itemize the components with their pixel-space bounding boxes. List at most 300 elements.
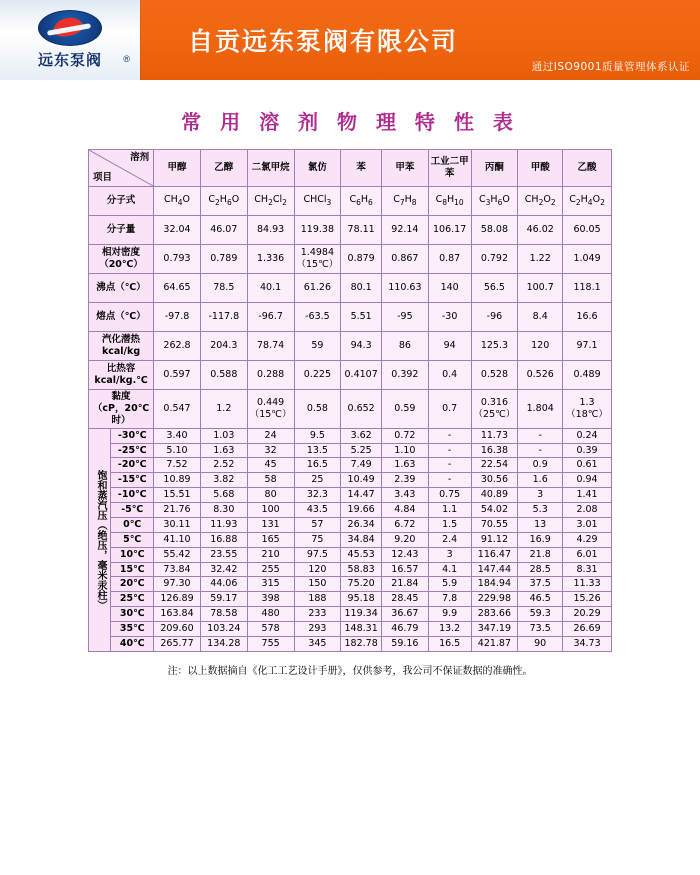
table-cell: 26.69 xyxy=(563,622,612,637)
table-cell: 32.42 xyxy=(200,562,247,577)
table-cell: 13.5 xyxy=(294,443,341,458)
table-cell: - xyxy=(518,443,563,458)
table-cell: 119.38 xyxy=(294,216,341,245)
table-cell: - xyxy=(428,428,471,443)
table-cell: 84.93 xyxy=(247,216,294,245)
table-cell: - xyxy=(428,473,471,488)
table-cell: 3.43 xyxy=(381,488,428,503)
table-cell: 0.652 xyxy=(341,390,382,429)
table-cell: 9.20 xyxy=(381,532,428,547)
table-cell: 20.29 xyxy=(563,607,612,622)
table-cell: 1.804 xyxy=(518,390,563,429)
table-cell: 57 xyxy=(294,517,341,532)
table-cell: 44.06 xyxy=(200,577,247,592)
table-cell: 1.63 xyxy=(381,458,428,473)
table-cell: 32.04 xyxy=(154,216,201,245)
table-cell: 0.789 xyxy=(200,245,247,274)
table-cell: 209.60 xyxy=(154,622,201,637)
row-header: 相对密度 （20℃） xyxy=(89,245,154,274)
table-cell: - xyxy=(518,428,563,443)
table-cell: 0.58 xyxy=(294,390,341,429)
table-row xyxy=(89,488,612,503)
table-row xyxy=(89,245,612,274)
temperature-cell: 5℃ xyxy=(111,532,154,547)
row-header: 黏度 （cP，20℃时） xyxy=(89,390,154,429)
vapor-pressure-group-label: 饱和蒸汽压（绝压，毫米汞柱） xyxy=(89,428,111,651)
table-cell: 262.8 xyxy=(154,332,201,361)
temperature-cell: -5℃ xyxy=(111,503,154,518)
table-cell: 97.1 xyxy=(563,332,612,361)
temperature-cell: -25℃ xyxy=(111,443,154,458)
table-cell: 1.41 xyxy=(563,488,612,503)
table-cell: 22.54 xyxy=(471,458,518,473)
table-cell: 347.19 xyxy=(471,622,518,637)
col-header-chloroform: 氯仿 xyxy=(294,150,341,187)
table-cell: 265.77 xyxy=(154,636,201,651)
table-row xyxy=(89,607,612,622)
table-cell: 0.489 xyxy=(563,361,612,390)
table-cell: 1.049 xyxy=(563,245,612,274)
table-cell: 54.02 xyxy=(471,503,518,518)
table-cell: 0.94 xyxy=(563,473,612,488)
temperature-cell: 40℃ xyxy=(111,636,154,651)
solvent-properties-table xyxy=(88,149,612,652)
table-cell: 1.4984 （15℃） xyxy=(294,245,341,274)
corner-label-solvent: 溶剂 xyxy=(130,152,150,163)
table-cell: 80.1 xyxy=(341,274,382,303)
table-cell: $C_8H_{10}$ xyxy=(428,187,471,216)
table-cell: 80 xyxy=(247,488,294,503)
table-cell: 210 xyxy=(247,547,294,562)
table-cell: 8.31 xyxy=(563,562,612,577)
temperature-cell: 25℃ xyxy=(111,592,154,607)
table-row xyxy=(89,458,612,473)
table-cell: 60.05 xyxy=(563,216,612,245)
header-divider xyxy=(0,80,700,86)
table-cell: 37.5 xyxy=(518,577,563,592)
table-cell: 61.26 xyxy=(294,274,341,303)
table-corner-header xyxy=(89,150,154,187)
table-cell: 46.79 xyxy=(381,622,428,637)
table-cell: 100 xyxy=(247,503,294,518)
table-cell: 16.38 xyxy=(471,443,518,458)
table-cell: 95.18 xyxy=(341,592,382,607)
table-cell: 91.12 xyxy=(471,532,518,547)
col-header-acetic-acid: 乙酸 xyxy=(563,150,612,187)
table-cell: 46.07 xyxy=(200,216,247,245)
table-cell: 92.14 xyxy=(381,216,428,245)
row-header: 比热容 kcal/kg.℃ xyxy=(89,361,154,390)
table-cell: 5.25 xyxy=(341,443,382,458)
table-cell: 11.93 xyxy=(200,517,247,532)
table-cell: 59.17 xyxy=(200,592,247,607)
table-cell: 0.867 xyxy=(381,245,428,274)
table-cell: 4.29 xyxy=(563,532,612,547)
table-cell: 5.9 xyxy=(428,577,471,592)
table-cell: 165 xyxy=(247,532,294,547)
row-header: 熔点（℃） xyxy=(89,303,154,332)
table-row xyxy=(89,622,612,637)
table-cell: 15.26 xyxy=(563,592,612,607)
table-cell: 100.7 xyxy=(518,274,563,303)
table-cell: 55.42 xyxy=(154,547,201,562)
col-header-formic-acid: 甲酸 xyxy=(518,150,563,187)
table-cell: 14.47 xyxy=(341,488,382,503)
table-cell: 19.66 xyxy=(341,503,382,518)
table-row xyxy=(89,390,612,429)
table-cell: 73.84 xyxy=(154,562,201,577)
table-cell: 184.94 xyxy=(471,577,518,592)
table-cell: 1.03 xyxy=(200,428,247,443)
table-row xyxy=(89,274,612,303)
temperature-cell: 30℃ xyxy=(111,607,154,622)
col-header-methanol: 甲醇 xyxy=(154,150,201,187)
table-cell: 16.5 xyxy=(428,636,471,651)
table-cell: 28.5 xyxy=(518,562,563,577)
table-cell: 3.62 xyxy=(341,428,382,443)
table-cell: 578 xyxy=(247,622,294,637)
table-cell: 0.588 xyxy=(200,361,247,390)
table-cell: 0.316 （25℃） xyxy=(471,390,518,429)
table-cell: 78.58 xyxy=(200,607,247,622)
table-cell: 1.1 xyxy=(428,503,471,518)
table-cell: 90 xyxy=(518,636,563,651)
table-cell: 21.8 xyxy=(518,547,563,562)
table-cell: 1.22 xyxy=(518,245,563,274)
table-cell: 40.89 xyxy=(471,488,518,503)
table-row xyxy=(89,443,612,458)
table-cell: 147.44 xyxy=(471,562,518,577)
table-cell: 182.78 xyxy=(341,636,382,651)
table-cell: $CH_2O_2$ xyxy=(518,187,563,216)
table-cell: 78.74 xyxy=(247,332,294,361)
page-title: 常 用 溶 剂 物 理 特 性 表 xyxy=(181,110,519,134)
table-row xyxy=(89,636,612,651)
table-cell: 229.98 xyxy=(471,592,518,607)
table-row xyxy=(89,361,612,390)
table-cell: 75.20 xyxy=(341,577,382,592)
table-cell: 16.5 xyxy=(294,458,341,473)
table-cell: 78.11 xyxy=(341,216,382,245)
table-cell: 97.5 xyxy=(294,547,341,562)
table-cell: -97.8 xyxy=(154,303,201,332)
table-cell: -30 xyxy=(428,303,471,332)
table-cell: 2.4 xyxy=(428,532,471,547)
table-cell: 26.34 xyxy=(341,517,382,532)
corner-label-item: 项目 xyxy=(93,172,113,184)
table-cell: 0.597 xyxy=(154,361,201,390)
row-header: 分子式 xyxy=(89,187,154,216)
col-header-benzene: 苯 xyxy=(341,150,382,187)
table-cell: $C_3H_6O$ xyxy=(471,187,518,216)
table-cell: 28.45 xyxy=(381,592,428,607)
table-row xyxy=(89,332,612,361)
table-cell: $C_2H_4O_2$ xyxy=(563,187,612,216)
table-cell: 0.449 （15℃） xyxy=(247,390,294,429)
table-cell: 2.52 xyxy=(200,458,247,473)
col-header-acetone: 丙酮 xyxy=(471,150,518,187)
table-cell: 0.75 xyxy=(428,488,471,503)
temperature-cell: -15℃ xyxy=(111,473,154,488)
table-cell: 11.73 xyxy=(471,428,518,443)
table-cell: 150 xyxy=(294,577,341,592)
table-cell: 0.528 xyxy=(471,361,518,390)
table-cell: 120 xyxy=(518,332,563,361)
table-cell: 5.3 xyxy=(518,503,563,518)
table-cell: 755 xyxy=(247,636,294,651)
table-cell: 36.67 xyxy=(381,607,428,622)
table-cell: 163.84 xyxy=(154,607,201,622)
temperature-cell: -30℃ xyxy=(111,428,154,443)
table-header-row xyxy=(89,150,612,187)
table-cell: 3.01 xyxy=(563,517,612,532)
table-cell: 4.84 xyxy=(381,503,428,518)
table-cell: 7.49 xyxy=(341,458,382,473)
table-cell: 0.24 xyxy=(563,428,612,443)
table-cell: 12.43 xyxy=(381,547,428,562)
table-cell: 5.51 xyxy=(341,303,382,332)
table-cell: 30.11 xyxy=(154,517,201,532)
table-cell: 140 xyxy=(428,274,471,303)
table-cell: 10.89 xyxy=(154,473,201,488)
table-row xyxy=(89,577,612,592)
table-cell: 24 xyxy=(247,428,294,443)
table-row xyxy=(89,532,612,547)
table-cell: 32.3 xyxy=(294,488,341,503)
table-cell: 0.879 xyxy=(341,245,382,274)
table-cell: 8.30 xyxy=(200,503,247,518)
table-cell: 34.84 xyxy=(341,532,382,547)
solvent-properties-table-wrap xyxy=(0,149,700,652)
table-cell: 188 xyxy=(294,592,341,607)
table-row xyxy=(89,517,612,532)
table-cell: 13 xyxy=(518,517,563,532)
table-cell: 119.34 xyxy=(341,607,382,622)
table-cell: 25 xyxy=(294,473,341,488)
table-cell: 3 xyxy=(428,547,471,562)
row-header: 汽化潜热 kcal/kg xyxy=(89,332,154,361)
table-cell: 345 xyxy=(294,636,341,651)
table-cell: 56.5 xyxy=(471,274,518,303)
table-cell: 34.73 xyxy=(563,636,612,651)
table-cell: 8.4 xyxy=(518,303,563,332)
table-cell: 64.65 xyxy=(154,274,201,303)
table-cell: 40.1 xyxy=(247,274,294,303)
table-cell: $C_7H_8$ xyxy=(381,187,428,216)
table-cell: 106.17 xyxy=(428,216,471,245)
table-cell: 45.53 xyxy=(341,547,382,562)
table-cell: 398 xyxy=(247,592,294,607)
table-cell: 70.55 xyxy=(471,517,518,532)
table-cell: 134.28 xyxy=(200,636,247,651)
table-cell: -95 xyxy=(381,303,428,332)
table-cell: 148.31 xyxy=(341,622,382,637)
table-cell: 0.793 xyxy=(154,245,201,274)
table-cell: CHCl$_3$ xyxy=(294,187,341,216)
table-cell: 110.63 xyxy=(381,274,428,303)
company-logo xyxy=(0,0,140,80)
table-cell: 75 xyxy=(294,532,341,547)
table-cell: 293 xyxy=(294,622,341,637)
table-cell: $C_6H_6$ xyxy=(341,187,382,216)
table-cell: 6.01 xyxy=(563,547,612,562)
table-cell: 283.66 xyxy=(471,607,518,622)
table-cell: 58 xyxy=(247,473,294,488)
temperature-cell: 0℃ xyxy=(111,517,154,532)
table-cell: 2.08 xyxy=(563,503,612,518)
table-cell: 78.5 xyxy=(200,274,247,303)
table-cell: -117.8 xyxy=(200,303,247,332)
table-cell: 59.16 xyxy=(381,636,428,651)
table-cell: -63.5 xyxy=(294,303,341,332)
row-header: 分子量 xyxy=(89,216,154,245)
logo-text: 远东泵阀 xyxy=(37,51,102,69)
table-row xyxy=(89,428,612,443)
table-cell: 1.336 xyxy=(247,245,294,274)
table-cell: 0.61 xyxy=(563,458,612,473)
table-cell: 94.3 xyxy=(341,332,382,361)
table-row xyxy=(89,592,612,607)
table-cell: 46.5 xyxy=(518,592,563,607)
table-cell: $CH_2Cl_2$ xyxy=(247,187,294,216)
table-cell: 0.4 xyxy=(428,361,471,390)
table-cell: 94 xyxy=(428,332,471,361)
table-cell: 97.30 xyxy=(154,577,201,592)
table-cell: 41.10 xyxy=(154,532,201,547)
header-title-block xyxy=(140,22,700,58)
page-header xyxy=(0,0,700,80)
col-header-xylene: 工业二甲苯 xyxy=(428,150,471,187)
table-cell: 43.5 xyxy=(294,503,341,518)
table-cell: 204.3 xyxy=(200,332,247,361)
table-cell: 0.547 xyxy=(154,390,201,429)
table-cell: 73.5 xyxy=(518,622,563,637)
table-row xyxy=(89,187,612,216)
table-cell: 1.63 xyxy=(200,443,247,458)
table-cell: 3.82 xyxy=(200,473,247,488)
registered-trademark-icon: ® xyxy=(123,54,130,64)
table-cell: $C_2H_6O$ xyxy=(200,187,247,216)
table-cell: - xyxy=(428,458,471,473)
table-cell: 0.9 xyxy=(518,458,563,473)
table-cell: 120 xyxy=(294,562,341,577)
table-cell: 0.59 xyxy=(381,390,428,429)
table-cell: -96.7 xyxy=(247,303,294,332)
table-cell: 131 xyxy=(247,517,294,532)
col-header-ethanol: 乙醇 xyxy=(200,150,247,187)
table-cell: 125.3 xyxy=(471,332,518,361)
table-cell: 0.72 xyxy=(381,428,428,443)
table-cell: 7.52 xyxy=(154,458,201,473)
col-header-dichloromethane: 二氯甲烷 xyxy=(247,150,294,187)
table-cell: 86 xyxy=(381,332,428,361)
table-cell: 16.88 xyxy=(200,532,247,547)
table-cell: 0.288 xyxy=(247,361,294,390)
table-cell: 0.792 xyxy=(471,245,518,274)
table-cell: 1.10 xyxy=(381,443,428,458)
temperature-cell: 20℃ xyxy=(111,577,154,592)
table-cell: 1.5 xyxy=(428,517,471,532)
table-cell: 21.76 xyxy=(154,503,201,518)
table-cell: 7.8 xyxy=(428,592,471,607)
table-cell: 5.68 xyxy=(200,488,247,503)
table-cell: 32 xyxy=(247,443,294,458)
table-cell: 13.2 xyxy=(428,622,471,637)
table-cell: 0.392 xyxy=(381,361,428,390)
table-row xyxy=(89,303,612,332)
temperature-cell: 15℃ xyxy=(111,562,154,577)
table-cell: 23.55 xyxy=(200,547,247,562)
table-cell: 21.84 xyxy=(381,577,428,592)
temperature-cell: -20℃ xyxy=(111,458,154,473)
table-cell: 126.89 xyxy=(154,592,201,607)
table-cell: 45 xyxy=(247,458,294,473)
table-cell: 2.39 xyxy=(381,473,428,488)
table-cell: 0.87 xyxy=(428,245,471,274)
table-row xyxy=(89,473,612,488)
col-header-toluene: 甲苯 xyxy=(381,150,428,187)
table-cell: 6.72 xyxy=(381,517,428,532)
row-header: 沸点（℃） xyxy=(89,274,154,303)
table-cell: 4.1 xyxy=(428,562,471,577)
logo-mark-icon xyxy=(38,10,102,46)
table-cell: -96 xyxy=(471,303,518,332)
table-cell: 30.56 xyxy=(471,473,518,488)
iso-certification-text: 通过ISO9001质量管理体系认证 xyxy=(531,61,690,73)
table-cell: 315 xyxy=(247,577,294,592)
table-cell: 10.49 xyxy=(341,473,382,488)
table-cell: 59 xyxy=(294,332,341,361)
table-row xyxy=(89,547,612,562)
table-cell: 11.33 xyxy=(563,577,612,592)
table-cell: 0.7 xyxy=(428,390,471,429)
table-cell: 116.47 xyxy=(471,547,518,562)
table-cell: $CH_4O$ xyxy=(154,187,201,216)
table-cell: 255 xyxy=(247,562,294,577)
table-cell: 1.3 （18℃） xyxy=(563,390,612,429)
table-cell: 1.6 xyxy=(518,473,563,488)
table-cell: 58.08 xyxy=(471,216,518,245)
table-cell: 16.57 xyxy=(381,562,428,577)
table-cell: 58.83 xyxy=(341,562,382,577)
table-body xyxy=(89,187,612,652)
table-cell: 0.225 xyxy=(294,361,341,390)
table-cell: 3.40 xyxy=(154,428,201,443)
temperature-cell: 35℃ xyxy=(111,622,154,637)
table-row xyxy=(89,216,612,245)
table-row xyxy=(89,562,612,577)
table-cell: 480 xyxy=(247,607,294,622)
table-cell: 9.9 xyxy=(428,607,471,622)
table-cell: 59.3 xyxy=(518,607,563,622)
table-cell: 46.02 xyxy=(518,216,563,245)
table-cell: 233 xyxy=(294,607,341,622)
table-cell: - xyxy=(428,443,471,458)
table-cell: 103.24 xyxy=(200,622,247,637)
table-cell: 15.51 xyxy=(154,488,201,503)
footer-note: 注：以上数据摘自《化工工艺设计手册》，仅供参考，我公司不保证数据的准确性。 xyxy=(167,665,533,677)
table-cell: 16.6 xyxy=(563,303,612,332)
table-cell: 16.9 xyxy=(518,532,563,547)
temperature-cell: 10℃ xyxy=(111,547,154,562)
table-cell: 0.4107 xyxy=(341,361,382,390)
table-cell: 5.10 xyxy=(154,443,201,458)
table-cell: 0.526 xyxy=(518,361,563,390)
table-cell: 1.2 xyxy=(200,390,247,429)
temperature-cell: -10℃ xyxy=(111,488,154,503)
table-row xyxy=(89,503,612,518)
table-cell: 118.1 xyxy=(563,274,612,303)
